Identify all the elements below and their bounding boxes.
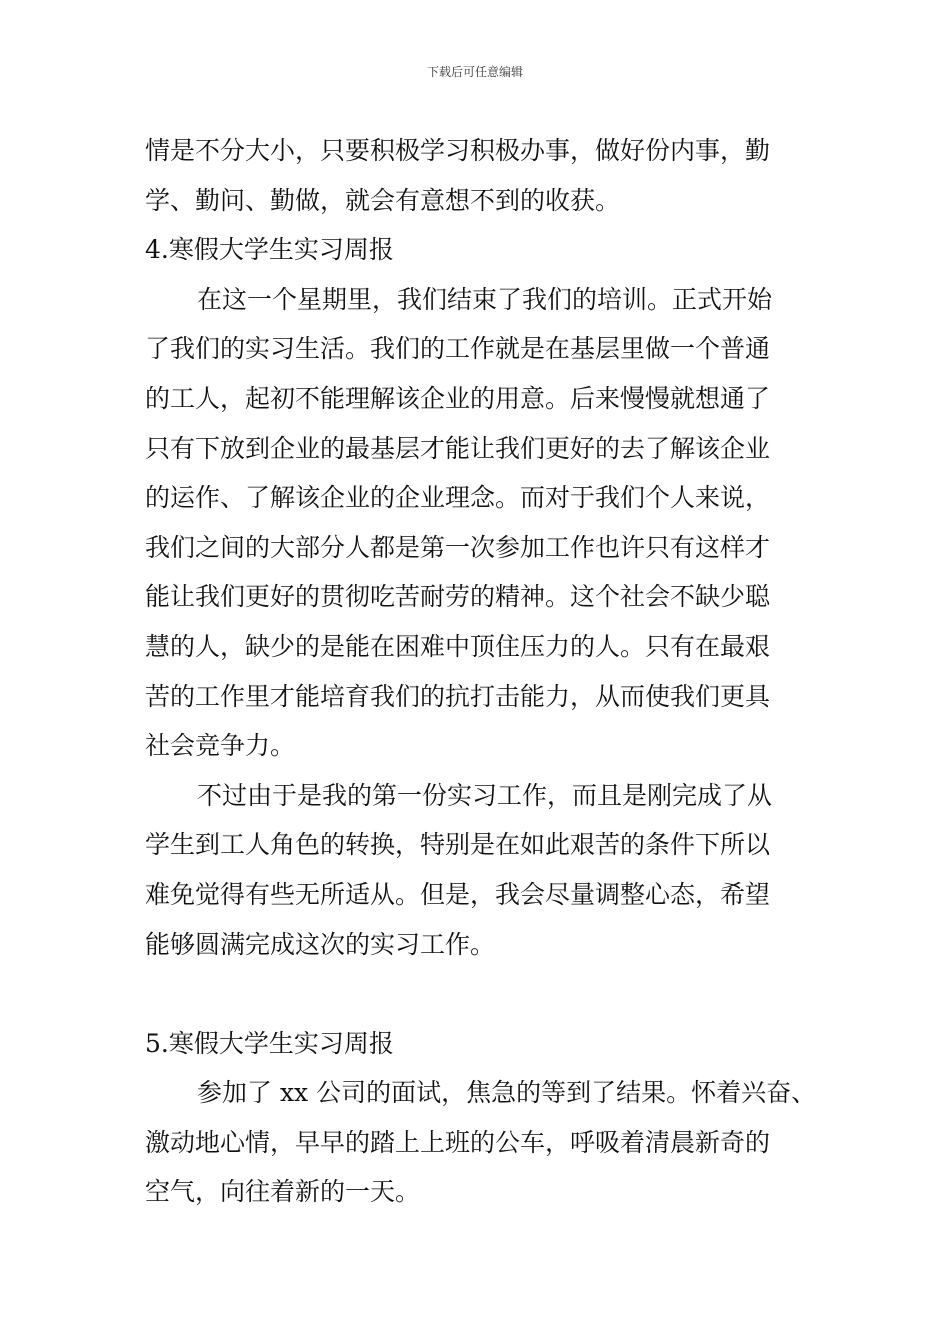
page-header: 下载后可任意编辑 — [426, 65, 523, 79]
body-line: 空气，向往着新的一天。 — [145, 1177, 421, 1207]
body-line: 在这一个星期里，我们结束了我们的培训。正式开始 — [197, 284, 773, 314]
body-line: 能够圆满完成这次的实习工作。 — [145, 929, 496, 959]
paragraph-spacer — [145, 969, 825, 1019]
body-line: 学、勤问、勤做，就会有意想不到的收获。 — [145, 185, 621, 215]
body-line: 参加了 xx 公司的面试，焦急的等到了结果。怀着兴奋、 — [197, 1078, 817, 1108]
section-heading: 4.寒假大学生实习周报 — [145, 235, 394, 265]
body-line: 情是不分大小，只要积极学习积极办事，做好份内事，勤 — [145, 136, 771, 165]
document-body — [145, 126, 825, 1217]
body-line: 了我们的实习生活。我们的工作就是在基层里做一个普通 — [145, 334, 771, 364]
body-line: 难免觉得有些无所适从。但是，我会尽量调整心态，希望 — [145, 879, 771, 909]
body-line: 苦的工作里才能培育我们的抗打击能力，从而使我们更具 — [145, 681, 771, 711]
body-line: 不过由于是我的第一份实习工作，而且是刚完成了从 — [197, 780, 773, 810]
body-line: 能让我们更好的贯彻吃苦耐劳的精神。这个社会不缺少聪 — [145, 582, 771, 612]
body-line: 只有下放到企业的最基层才能让我们更好的去了解该企业 — [145, 433, 771, 463]
body-line: 激动地心情，早早的踏上上班的公车，呼吸着清晨新奇的 — [145, 1127, 771, 1157]
body-line: 学生到工人角色的转换，特别是在如此艰苦的条件下所以 — [145, 830, 771, 860]
section-heading: 5.寒假大学生实习周报 — [145, 1028, 394, 1058]
body-line: 我们之间的大部分人都是第一次参加工作也许只有这样才 — [145, 532, 771, 562]
body-line: 社会竞争力。 — [145, 731, 296, 761]
body-line: 慧的人，缺少的是能在困难中顶住压力的人。只有在最艰 — [145, 631, 771, 661]
body-line: 的工人，起初不能理解该企业的用意。后来慢慢就想通了 — [145, 383, 771, 413]
body-line: 的运作、了解该企业的企业理念。而对于我们个人来说， — [145, 483, 771, 513]
